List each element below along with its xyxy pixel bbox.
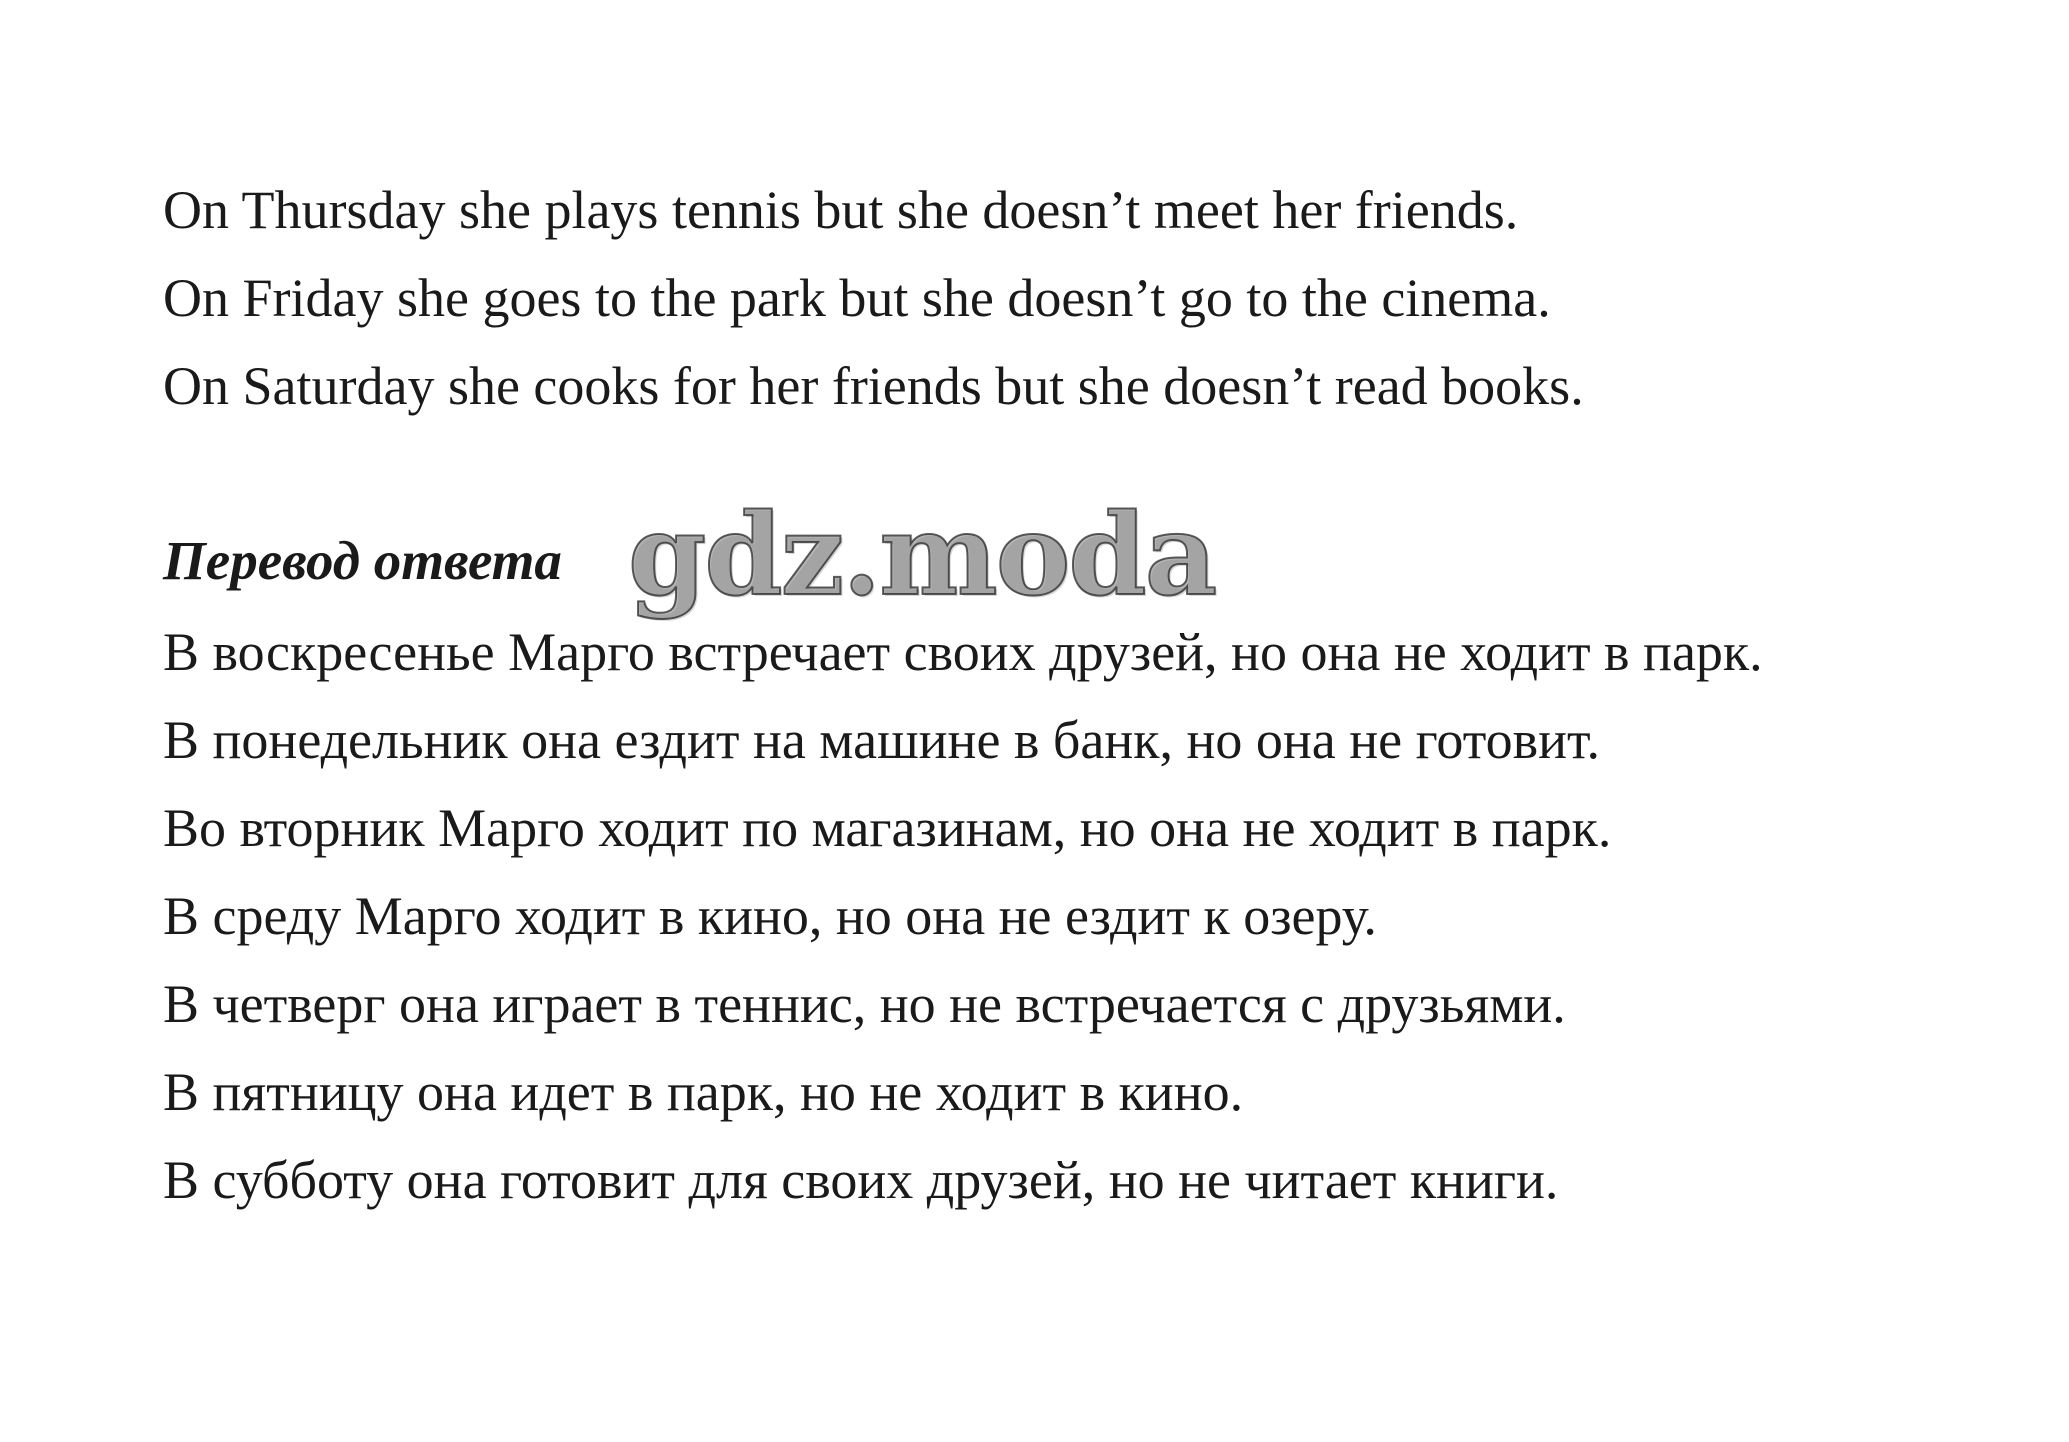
watermark-logo: gdz.moda [628,490,1216,621]
translation-line-wednesday: В среду Марго ходит в кино, но она не ездит к озеру. [163,886,1377,946]
translation-line-friday: В пятницу она идет в парк, но не ходит в кино. [163,1062,1244,1122]
translation-heading: Перевод ответа [163,530,562,591]
translation-line-sunday: В воскресенье Марго встречает своих друзей, но она не ходит в парк. [163,622,1763,682]
english-line-thursday: On Thursday she plays tennis but she doesn’t meet her friends. [163,180,1519,240]
translation-line-monday: В понедельник она ездит на машине в банк, но она не готовит. [163,710,1601,770]
english-line-friday: On Friday she goes to the park but she doesn’t go to the cinema. [163,268,1551,328]
translation-line-tuesday: Во вторник Марго ходит по магазинам, но она не ходит в парк. [163,798,1612,858]
translation-line-saturday: В субботу она готовит для своих друзей, но не читает книги. [163,1150,1559,1210]
translation-line-thursday: В четверг она играет в теннис, но не встречается с друзьями. [163,974,1566,1034]
english-line-saturday: On Saturday she cooks for her friends but she doesn’t read books. [163,356,1584,416]
